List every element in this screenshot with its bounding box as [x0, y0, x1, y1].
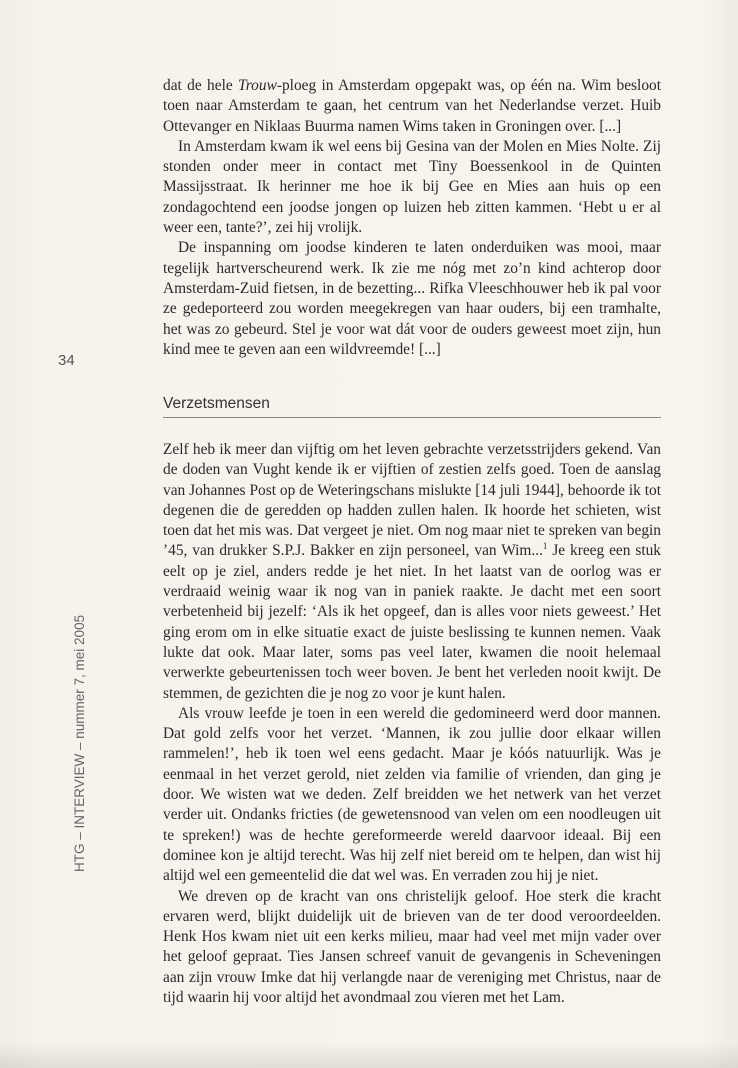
- running-head: HTG – INTERVIEW – nummer 7, mei 2005: [72, 614, 87, 872]
- page-number: 34: [58, 352, 75, 369]
- bottom-text-column: [163, 440, 661, 1008]
- newspaper-name: Trouw: [238, 77, 277, 94]
- scan-edge-shadow: [0, 1042, 738, 1068]
- paragraph-1: [163, 76, 661, 137]
- paragraph-2: In Amsterdam kwam ik wel eens bij Gesina van der Molen en Mies Nolte. Zij stonden onder meer in contact met Tiny Boessenkool in de Quinten Massijsstraat. Ik herinner me hoe ik bij Gee en Mies aan huis op een zondagochtend een joodse jongen op luizen heb zitten kammen. ‘Hebt u er al weer een, tante?’, zei hij vrolijk.: [163, 137, 661, 237]
- paragraph-4-start: Zelf heb ik meer dan vijftig om het leven gebrachte verzetsstrijders gekend. Van de doden van Vught kende ik er vijftien of zestien zelfs goed. Toen de aanslag van Johannes Post op de Weteringschans mislukte [14 juli 1944], behoorde ik tot degenen die de geredden op hadden zullen halen. Ik hoorde het schieten, wist toen dat het mis was. Dat vergeet je niet. Om nog maar niet te spreken van begin ’45, van drukker S.P.J. Bakker en zijn personeel, van Wim...: [163, 441, 661, 560]
- paragraph-1-start: dat de hele: [163, 77, 239, 94]
- paragraph-4: [163, 440, 661, 704]
- paragraph-6: We dreven op de kracht van ons christelijk geloof. Hoe sterk die kracht ervaren werd, blijkt duidelijk uit de brieven van de ter dood veroordeelden. Henk Hos kwam niet uit een kerks milieu, maar had veel met mijn vader over het geloof gepraat. Ties Jansen schreef vanuit de gevangenis in Scheveningen aan zijn vrouw Imke dat hij verlangde naar de vereniging met Christus, naar de tijd waarin hij voor altijd het avondmaal zou vieren met het Lam.: [163, 887, 661, 1007]
- top-text-column: [163, 76, 661, 360]
- paragraph-5: Als vrouw leefde je toen in een wereld die gedomineerd werd door mannen. Dat gold zelfs voor het verzet. ‘Mannen, ik zou jullie door elkaar willen rammelen!’, heb ik toen wel eens gedacht. Maar je kóós natuurlijk. Was je eenmaal in het verzet gerold, niet zelden via familie of vrienden, dan ging je door. We wisten wat we deden. Zelf breidden we het netwerk van het verzet verder uit. Ondanks fricties (de gewetensnood van velen om een noodleugen uit te spreken!) was de hechte gereformeerde wereld daarvoor ideaal. Bij een dominee kon je altijd terecht. Was hij zelf niet bereid om te helpen, dan wist hij altijd wel een gemeentelid die dat wel was. En verraden zou hij je niet.: [163, 704, 661, 885]
- paragraph-4-rest: Je kreeg een stuk eelt op je ziel, anders redde je het niet. In het laatst van de oorlog was er verdraaid weinig waar ik nog van in paniek raakte. Je dacht met een soort verbetenheid bij jezelf: ‘Als ik het opgeef, dan is alles voor niets geweest.’ Het ging erom om in elke situatie exact de juiste beslissing te kunnen nemen. Vaak lukte dat ook. Maar later, soms pas veel later, kwamen die nooit helemaal verwerkte gebeurtenissen toch weer boven. Je bent het verleden nooit kwijt. De stemmen, de gezichten die je nog zo voor je kunt halen.: [163, 542, 661, 702]
- footnote-marker: 1: [542, 541, 548, 552]
- paragraph-1-rest: -ploeg in Amsterdam opgepakt was, op één na. Wim besloot toen naar Amsterdam te gaan, het centrum van het Nederlandse verzet. Huib Ottevanger en Niklaas Buurma namen Wims taken in Groningen over. [...]: [163, 77, 661, 135]
- section-heading: Verzetsmensen: [163, 395, 661, 418]
- paragraph-3: De inspanning om joodse kinderen te laten onderduiken was mooi, maar tegelijk hartverscheurend werk. Ik zie me nóg met zo’n kind achterop door Amsterdam-Zuid fietsen, in de bezetting... Rifka Vleeschhouwer heb ik pal voor ze gedeporteerd zou worden meegekregen van haar ouders, bij een tramhalte, het was zo gebeurd. Stel je voor wat dát voor de ouders geweest moet zijn, hun kind mee te geven aan een wildvreemde! [...]: [163, 239, 661, 358]
